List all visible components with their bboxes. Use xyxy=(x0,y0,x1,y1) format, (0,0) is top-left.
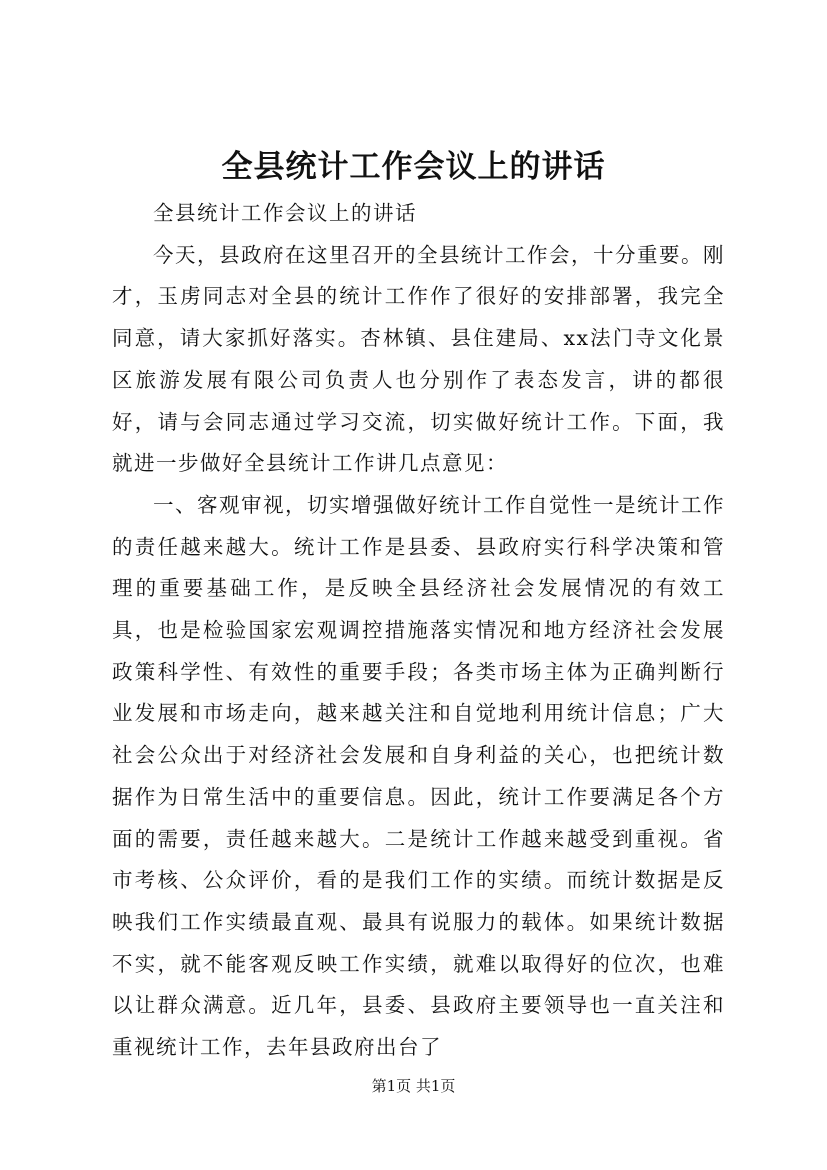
paragraph-intro: 今天，县政府在这里召开的全县统计工作会，十分重要。刚才，玉虏同志对全县的统计工作作了很好的安排部署，我完全同意，请大家抓好落实。杏林镇、县住建局、xx法门寺文化景区旅游发展有限公司负责人也分别作了表态发言，讲的都很好，请与会同志通过学习交流，切实做好统计工作。下面，我就进一步做好全县统计工作讲几点意见： xyxy=(112,242,725,476)
paragraph-subtitle: 全县统计工作会议上的讲话 xyxy=(153,201,417,225)
paragraph-section-one: 一、客观审视，切实增强做好统计工作自觉性一是统计工作的责任越来越大。统计工作是县委、县政府实行科学决策和管理的重要基础工作，是反映全县经济社会发展情况的有效工具，也是检验国家宏观调控措施落实情况和地方经济社会发展政策科学性、有效性的重要手段；各类市场主体为正确判断行业发展和市场走向，越来越关注和自觉地利用统计信息；广大社会公众出于对经济社会发展和自身利益的关心，也把统计数据作为日常生活中的重要信息。因此，统计工作要满足各个方面的需要，责任越来越大。二是统计工作越来越受到重视。省市考核、公众评价，看的是我们工作的实绩。而统计数据是反映我们工作实绩最直观、最具有说服力的载体。如果统计数据不实，就不能客观反映工作实绩，就难以取得好的位次，也难以让群众满意。近几年，县委、县政府主要领导也一直关注和重视统计工作，去年县政府出台了 xyxy=(112,492,725,1060)
document-body xyxy=(112,193,725,1069)
document-title: 全县统计工作会议上的讲话 xyxy=(221,149,606,185)
page-footer: 第1页 共1页 xyxy=(371,1077,456,1095)
